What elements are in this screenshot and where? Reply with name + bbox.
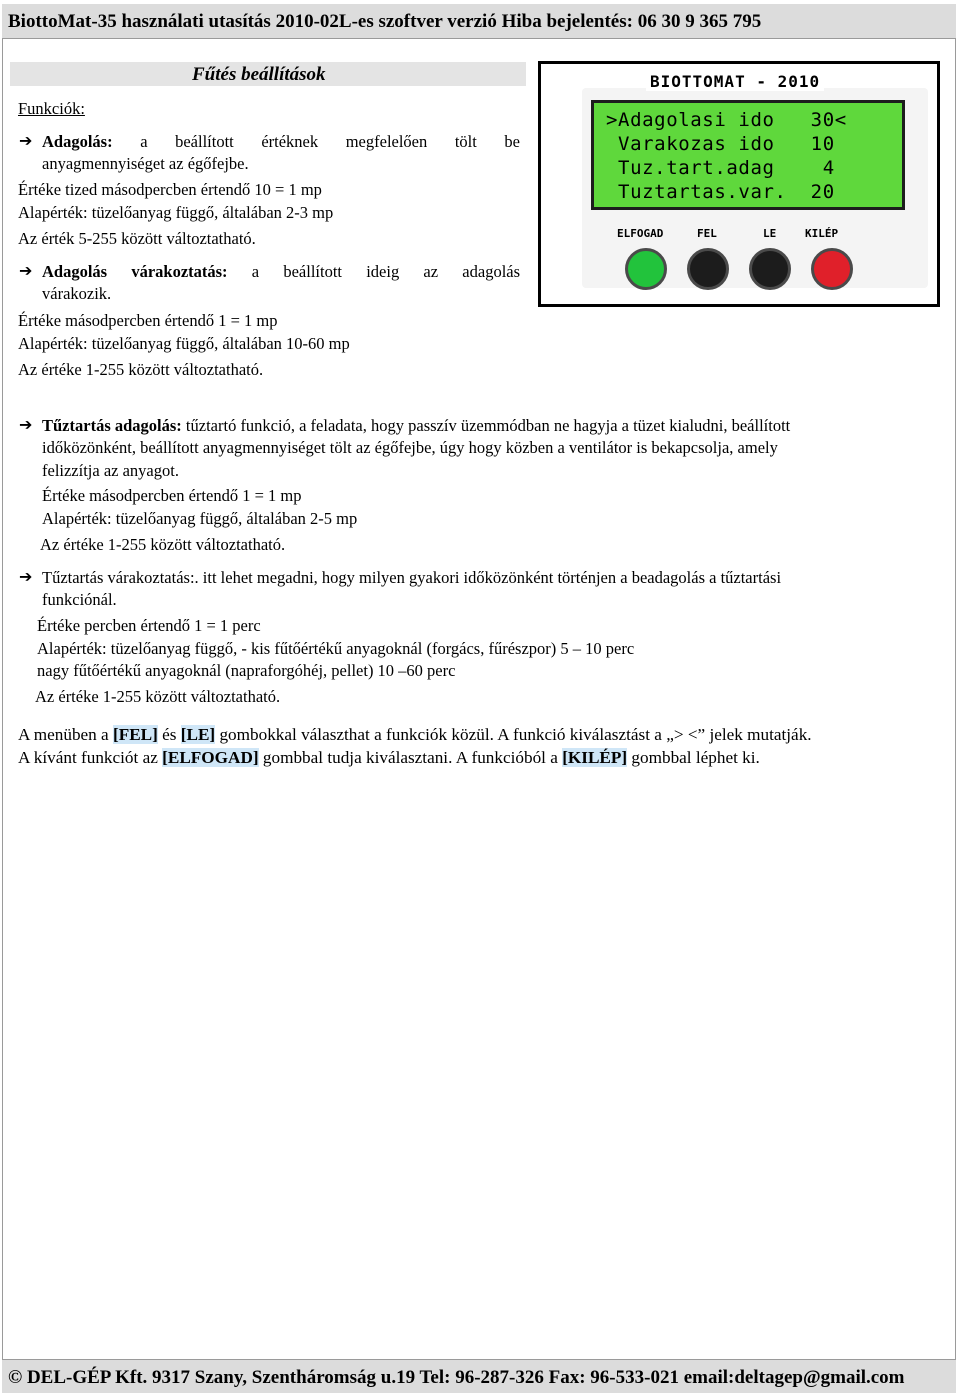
elfogad-button [625, 248, 667, 290]
fel-button [687, 248, 729, 290]
fel-key: [FEL] [112, 725, 158, 744]
item-tuztartas-text: tűztartó funkció, a feladata, hogy passzív üzemmódban ne hagyja a tüzet kialudni, beállított [185, 416, 791, 435]
item-varakoztatas-line: Értéke másodpercben értendő 1 = 1 mp [18, 311, 278, 330]
menu-text: és [157, 725, 181, 744]
item-varakoztatas-line: várakozik. [42, 284, 112, 303]
item-tuztartas-line: Értéke másodpercben értendő 1 = 1 mp [42, 486, 302, 505]
kilep-button [811, 248, 853, 290]
le-button [749, 248, 791, 290]
item-adagolas-head: Adagolás: [42, 132, 113, 151]
menu-paragraph-2 [18, 747, 760, 769]
item-varakoztatas2-line: nagy fűtőértékű anyagoknál (napraforgóhéj, pellet) 10 –60 perc [37, 661, 456, 680]
item-varakoztatas2-line: Az értéke 1-255 között változtatható. [35, 687, 281, 706]
button-label-kilep: KILÉP [805, 227, 839, 240]
button-label-fel: FEL [697, 227, 717, 240]
item-adagolas-line: anyagmennyiséget az égőfejbe. [42, 154, 249, 173]
controller-panel-image [538, 61, 940, 307]
item-varakoztatas2-line: Értéke percben értendő 1 = 1 perc [37, 616, 261, 635]
item-varakoztatas-head: Adagolás várakoztatás: [42, 262, 228, 281]
document-header: BiottoMat-35 használati utasítás 2010-02L-es szoftver verzió Hiba bejelentés: 06 30 9 365 795 [2, 4, 956, 38]
menu-text: gombokkal választhat a funkciók közül. A funkció kiválasztást a „> <” jelek mutatják. [215, 725, 812, 744]
item-varakoztatas2-line: Alapérték: tüzelőanyag függő, - kis fűtőértékű anyagoknál (forgács, fűrészpor) 5 – 10 perc [37, 639, 635, 658]
item-adagolas-line: Az érték 5-255 között változtatható. [18, 229, 256, 248]
menu-text: gombbal tudja kiválasztani. A funkcióból a [258, 748, 563, 767]
controller-title: BIOTTOMAT - 2010 [646, 72, 824, 91]
menu-text: gombbal léphet ki. [627, 748, 760, 767]
lcd-line: Tuz.tart.adag 4 [606, 157, 835, 179]
item-varakoztatas-line: Az értéke 1-255 között változtatható. [18, 360, 264, 379]
item-adagolas-varakoztatas [42, 261, 520, 283]
item-tuztartas-line: felizzítja az anyagot. [42, 461, 179, 480]
le-key: [LE] [180, 725, 216, 744]
button-label-elfogad: ELFOGAD [617, 227, 664, 240]
item-tuztartas-line: Az értéke 1-255 között változtatható. [40, 535, 286, 554]
item-adagolas-line: Értéke tized másodpercben értendő 10 = 1 mp [18, 180, 322, 199]
item-varakoztatas2-line: funkciónál. [42, 590, 117, 609]
item-tuztartas-varakoztatas: Tűztartás várakoztatás:. itt lehet megadni, hogy milyen gyakori időközönként történjen a beadagolás a tűztartási [42, 568, 782, 587]
item-tuztartas-head: Tűztartás adagolás: [42, 416, 182, 435]
arrow-icon: ➔ [19, 417, 33, 434]
arrow-icon: ➔ [19, 569, 33, 586]
lcd-line: Varakozas ido 10 [606, 133, 835, 155]
arrow-icon: ➔ [19, 263, 33, 280]
menu-text: A menüben a [18, 725, 113, 744]
item-varakoztatas-text: a beállított ideig az adagolás [251, 262, 521, 281]
item-varakoztatas-line: Alapérték: tüzelőanyag függő, általában 10-60 mp [18, 334, 350, 353]
lcd-line: >Adagolasi ido 30< [606, 109, 847, 131]
item-tuztartas-line: Alapérték: tüzelőanyag függő, általában 2-5 mp [42, 509, 358, 528]
item-adagolas-line: Alapérték: tüzelőanyag függő, általában 2-3 mp [18, 203, 334, 222]
lcd-line: Tuztartas.var. 20 [606, 181, 835, 203]
menu-paragraph-1 [18, 724, 812, 746]
item-tuztartas-adagolas [42, 415, 790, 437]
arrow-icon: ➔ [19, 133, 33, 150]
menu-text: A kívánt funkciót az [18, 748, 163, 767]
section-title: Fűtés beállítások [10, 62, 526, 86]
item-tuztartas-line: időközönként, beállított anyagmennyiséget tölt az égőfejbe, úgy hogy közben a ventilátor is bekapcsolja, amely [42, 438, 778, 457]
button-label-le: LE [763, 227, 777, 240]
item-adagolas-text: a beállított értéknek megfelelően tölt be [140, 132, 520, 151]
document-footer: © DEL-GÉP Kft. 9317 Szany, Szentháromság u.19 Tel: 96-287-326 Fax: 96-533-021 email:deltagep@gmail.com [2, 1360, 956, 1393]
funkciok-label: Funkciók: [18, 99, 85, 118]
lcd-display [591, 100, 905, 210]
elfogad-key: [ELFOGAD] [162, 748, 259, 767]
kilep-key: [KILÉP] [562, 748, 628, 767]
item-adagolas [42, 131, 520, 153]
